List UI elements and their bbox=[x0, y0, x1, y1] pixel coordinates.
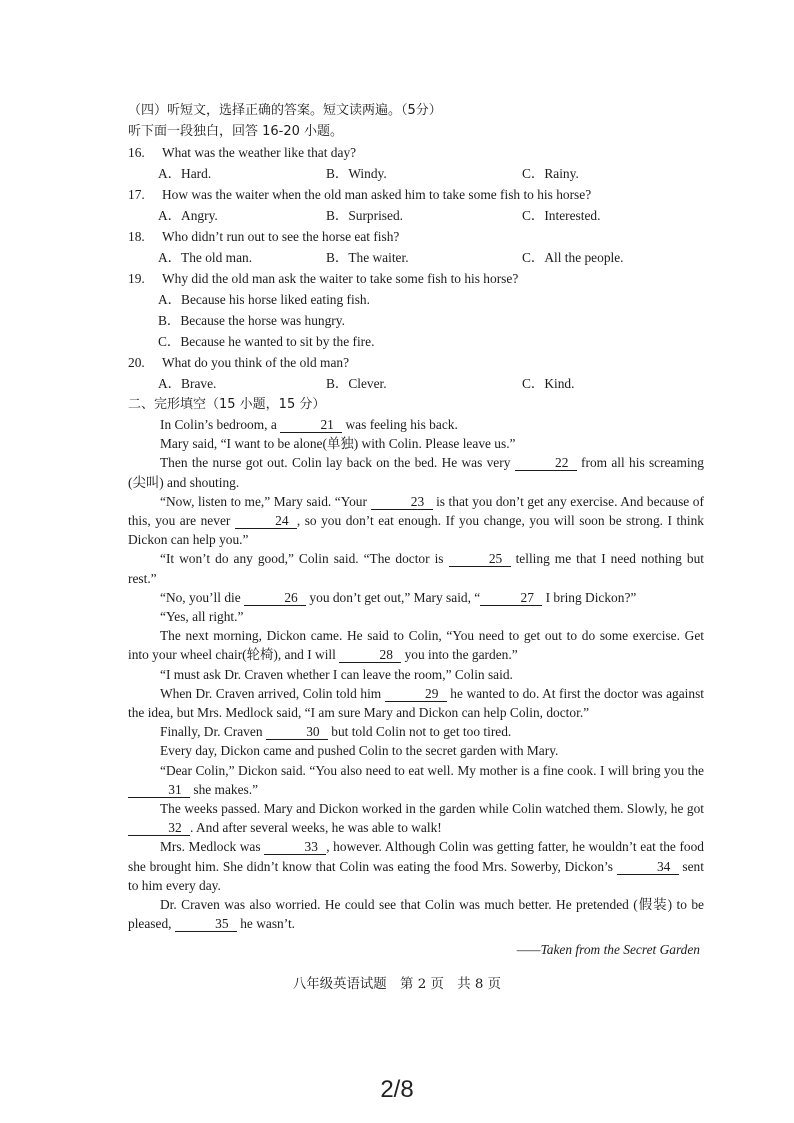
blank-32: 32 bbox=[128, 820, 190, 836]
question-17-options bbox=[128, 205, 704, 226]
page-footer: 八年级英语试题 第 2 页 共 8 页 bbox=[292, 977, 502, 992]
text: “It won’t do any good,” Colin said. “The doctor is bbox=[160, 551, 444, 567]
option-a: A．Hard. bbox=[158, 166, 212, 181]
text: you don’t get out,” Mary said, “ bbox=[309, 589, 481, 605]
text: “I must ask Dr. Craven whether I can leave the room,” Colin said. bbox=[160, 666, 513, 682]
question-20 bbox=[128, 352, 704, 373]
option-c: C．Kind. bbox=[522, 376, 575, 391]
blank-26: 26 bbox=[244, 590, 306, 606]
source-attribution: ——Taken from the Secret Garden bbox=[516, 942, 700, 958]
text: he wanted to do. At first the doctor was against the idea, but Mrs. Medlock said, “I am sure Mary and Dickon can help Colin, doctor.” bbox=[128, 685, 704, 721]
cloze-paragraph-4 bbox=[128, 492, 704, 550]
question-number: 20. bbox=[128, 355, 145, 370]
question-20-options bbox=[128, 373, 704, 394]
text: I bring Dickon?” bbox=[545, 589, 637, 605]
question-19 bbox=[128, 268, 704, 289]
cloze-paragraph-8 bbox=[128, 626, 704, 664]
option-b: B．Clever. bbox=[326, 376, 387, 391]
option-c: C．Because he wanted to sit by the fire. bbox=[158, 334, 375, 349]
text: , so you don’t eat enough. If you change, you will soon be strong. I think Dickon can help you.” bbox=[128, 513, 704, 548]
blank-31: 31 bbox=[128, 782, 190, 798]
option-b: B．Windy. bbox=[326, 166, 387, 181]
text: “Dear Colin,” Dickon said. “You also need to eat well. My mother is a fine cook. I will bring you the bbox=[160, 762, 704, 778]
question-number: 17. bbox=[128, 187, 145, 202]
text: The next morning, Dickon came. He said to Colin, “You need to get out to do some exercise. Get into your wheel chair(轮椅), and I will bbox=[128, 628, 704, 663]
option-a: A．The old man. bbox=[158, 250, 253, 265]
option-a: A．Angry. bbox=[158, 208, 218, 223]
scanned-exam-page bbox=[128, 100, 704, 1005]
text: The weeks passed. Mary and Dickon worked in the garden while Colin watched them. Slowly, he got bbox=[160, 801, 704, 817]
question-text: Who didn’t run out to see the horse eat fish? bbox=[162, 229, 400, 244]
option-b: B．Surprised. bbox=[326, 208, 403, 223]
blank-30: 30 bbox=[266, 724, 328, 740]
blank-24: 24 bbox=[235, 513, 297, 529]
text: he wasn’t. bbox=[240, 916, 296, 932]
option-b: B．The waiter. bbox=[326, 250, 409, 265]
cloze-paragraph-12 bbox=[128, 741, 704, 760]
text: Every day, Dickon came and pushed Colin to the secret garden with Mary. bbox=[160, 743, 559, 759]
cloze-paragraph-5 bbox=[128, 549, 704, 587]
text: “Now, listen to me,” Mary said. “Your bbox=[160, 493, 367, 509]
option-c: C．Interested. bbox=[522, 208, 601, 223]
text: but told Colin not to get too tired. bbox=[331, 724, 512, 740]
text: she makes.” bbox=[193, 781, 259, 797]
text: Mrs. Medlock was bbox=[160, 839, 261, 855]
text: you into the garden.” bbox=[404, 647, 518, 663]
listening-heading: （四）听短文，选择正确的答案。短文读两遍。（5分） bbox=[128, 103, 442, 118]
option-c: C．Rainy. bbox=[522, 166, 579, 181]
blank-23: 23 bbox=[371, 494, 433, 510]
cloze-paragraph-3 bbox=[128, 453, 704, 491]
text: from all his screaming (尖叫) and shouting. bbox=[128, 455, 704, 490]
cloze-paragraph-16 bbox=[128, 895, 704, 933]
blank-27: 27 bbox=[480, 590, 542, 606]
question-17 bbox=[128, 184, 704, 205]
text: Dr. Craven was also worried. He could see that Colin was much better. He pretended (假装) to be pleased, bbox=[128, 897, 704, 932]
text: , however. Although Colin was getting fatter, he wouldn’t eat the food she brought him. She didn’t know that Colin was eating the food Mrs. Sowerby, Dickon’s bbox=[128, 839, 705, 874]
text: Then the nurse got out. Colin lay back on the bed. He was very bbox=[160, 455, 511, 471]
option-c: C．All the people. bbox=[522, 250, 624, 265]
blank-35: 35 bbox=[175, 916, 237, 932]
listening-instruction: 听下面一段独白，回答 16-20 小题。 bbox=[128, 124, 344, 139]
blank-29: 29 bbox=[385, 686, 447, 702]
text: sent to him every day. bbox=[128, 858, 704, 893]
text: “No, you’ll die bbox=[160, 589, 241, 605]
page-indicator: 2/8 bbox=[380, 1076, 414, 1103]
question-number: 18. bbox=[128, 229, 145, 244]
text: “Yes, all right.” bbox=[160, 609, 244, 625]
blank-28: 28 bbox=[339, 647, 401, 663]
cloze-paragraph-1 bbox=[128, 415, 704, 434]
cloze-paragraph-9 bbox=[128, 665, 704, 684]
question-text: What do you think of the old man? bbox=[162, 355, 350, 370]
blank-33: 33 bbox=[264, 839, 326, 855]
text: Mary said, “I want to be alone(单独) with Colin. Please leave us.” bbox=[160, 436, 516, 452]
question-number: 19. bbox=[128, 271, 145, 286]
question-text: Why did the old man ask the waiter to take some fish to his horse? bbox=[162, 271, 519, 286]
blank-34: 34 bbox=[617, 859, 679, 875]
cloze-paragraph-10 bbox=[128, 684, 704, 722]
question-16-options bbox=[128, 163, 704, 184]
text: telling me that I need nothing but rest.” bbox=[128, 551, 704, 586]
question-text: How was the waiter when the old man asked him to take some fish to his horse? bbox=[162, 187, 592, 202]
question-16 bbox=[128, 142, 704, 163]
cloze-paragraph-14 bbox=[128, 799, 704, 837]
text: In Colin’s bedroom, a bbox=[160, 417, 277, 432]
question-number: 16. bbox=[128, 145, 145, 160]
cloze-paragraph-2 bbox=[128, 434, 704, 453]
question-18 bbox=[128, 226, 704, 247]
option-a: A．Because his horse liked eating fish. bbox=[158, 292, 370, 307]
cloze-paragraph-6 bbox=[128, 588, 704, 607]
cloze-paragraph-7 bbox=[128, 607, 704, 626]
blank-25: 25 bbox=[449, 551, 511, 567]
text: was feeling his back. bbox=[345, 417, 458, 432]
option-a: A．Brave. bbox=[158, 376, 217, 391]
blank-22: 22 bbox=[515, 455, 577, 471]
cloze-paragraph-15 bbox=[128, 837, 704, 895]
text: Finally, Dr. Craven bbox=[160, 724, 263, 740]
cloze-paragraph-13 bbox=[128, 761, 704, 799]
question-18-options bbox=[128, 247, 704, 268]
blank-21: 21 bbox=[280, 417, 342, 433]
question-text: What was the weather like that day? bbox=[162, 145, 357, 160]
option-b: B．Because the horse was hungry. bbox=[158, 313, 345, 328]
text: . And after several weeks, he was able to walk! bbox=[190, 820, 442, 836]
cloze-heading: 二、完形填空（15 小题，15 分） bbox=[128, 397, 326, 412]
text: is that you don’t get any exercise. And because of this, you are never bbox=[128, 493, 704, 529]
cloze-paragraph-11 bbox=[128, 722, 704, 741]
text: When Dr. Craven arrived, Colin told him bbox=[160, 685, 382, 701]
